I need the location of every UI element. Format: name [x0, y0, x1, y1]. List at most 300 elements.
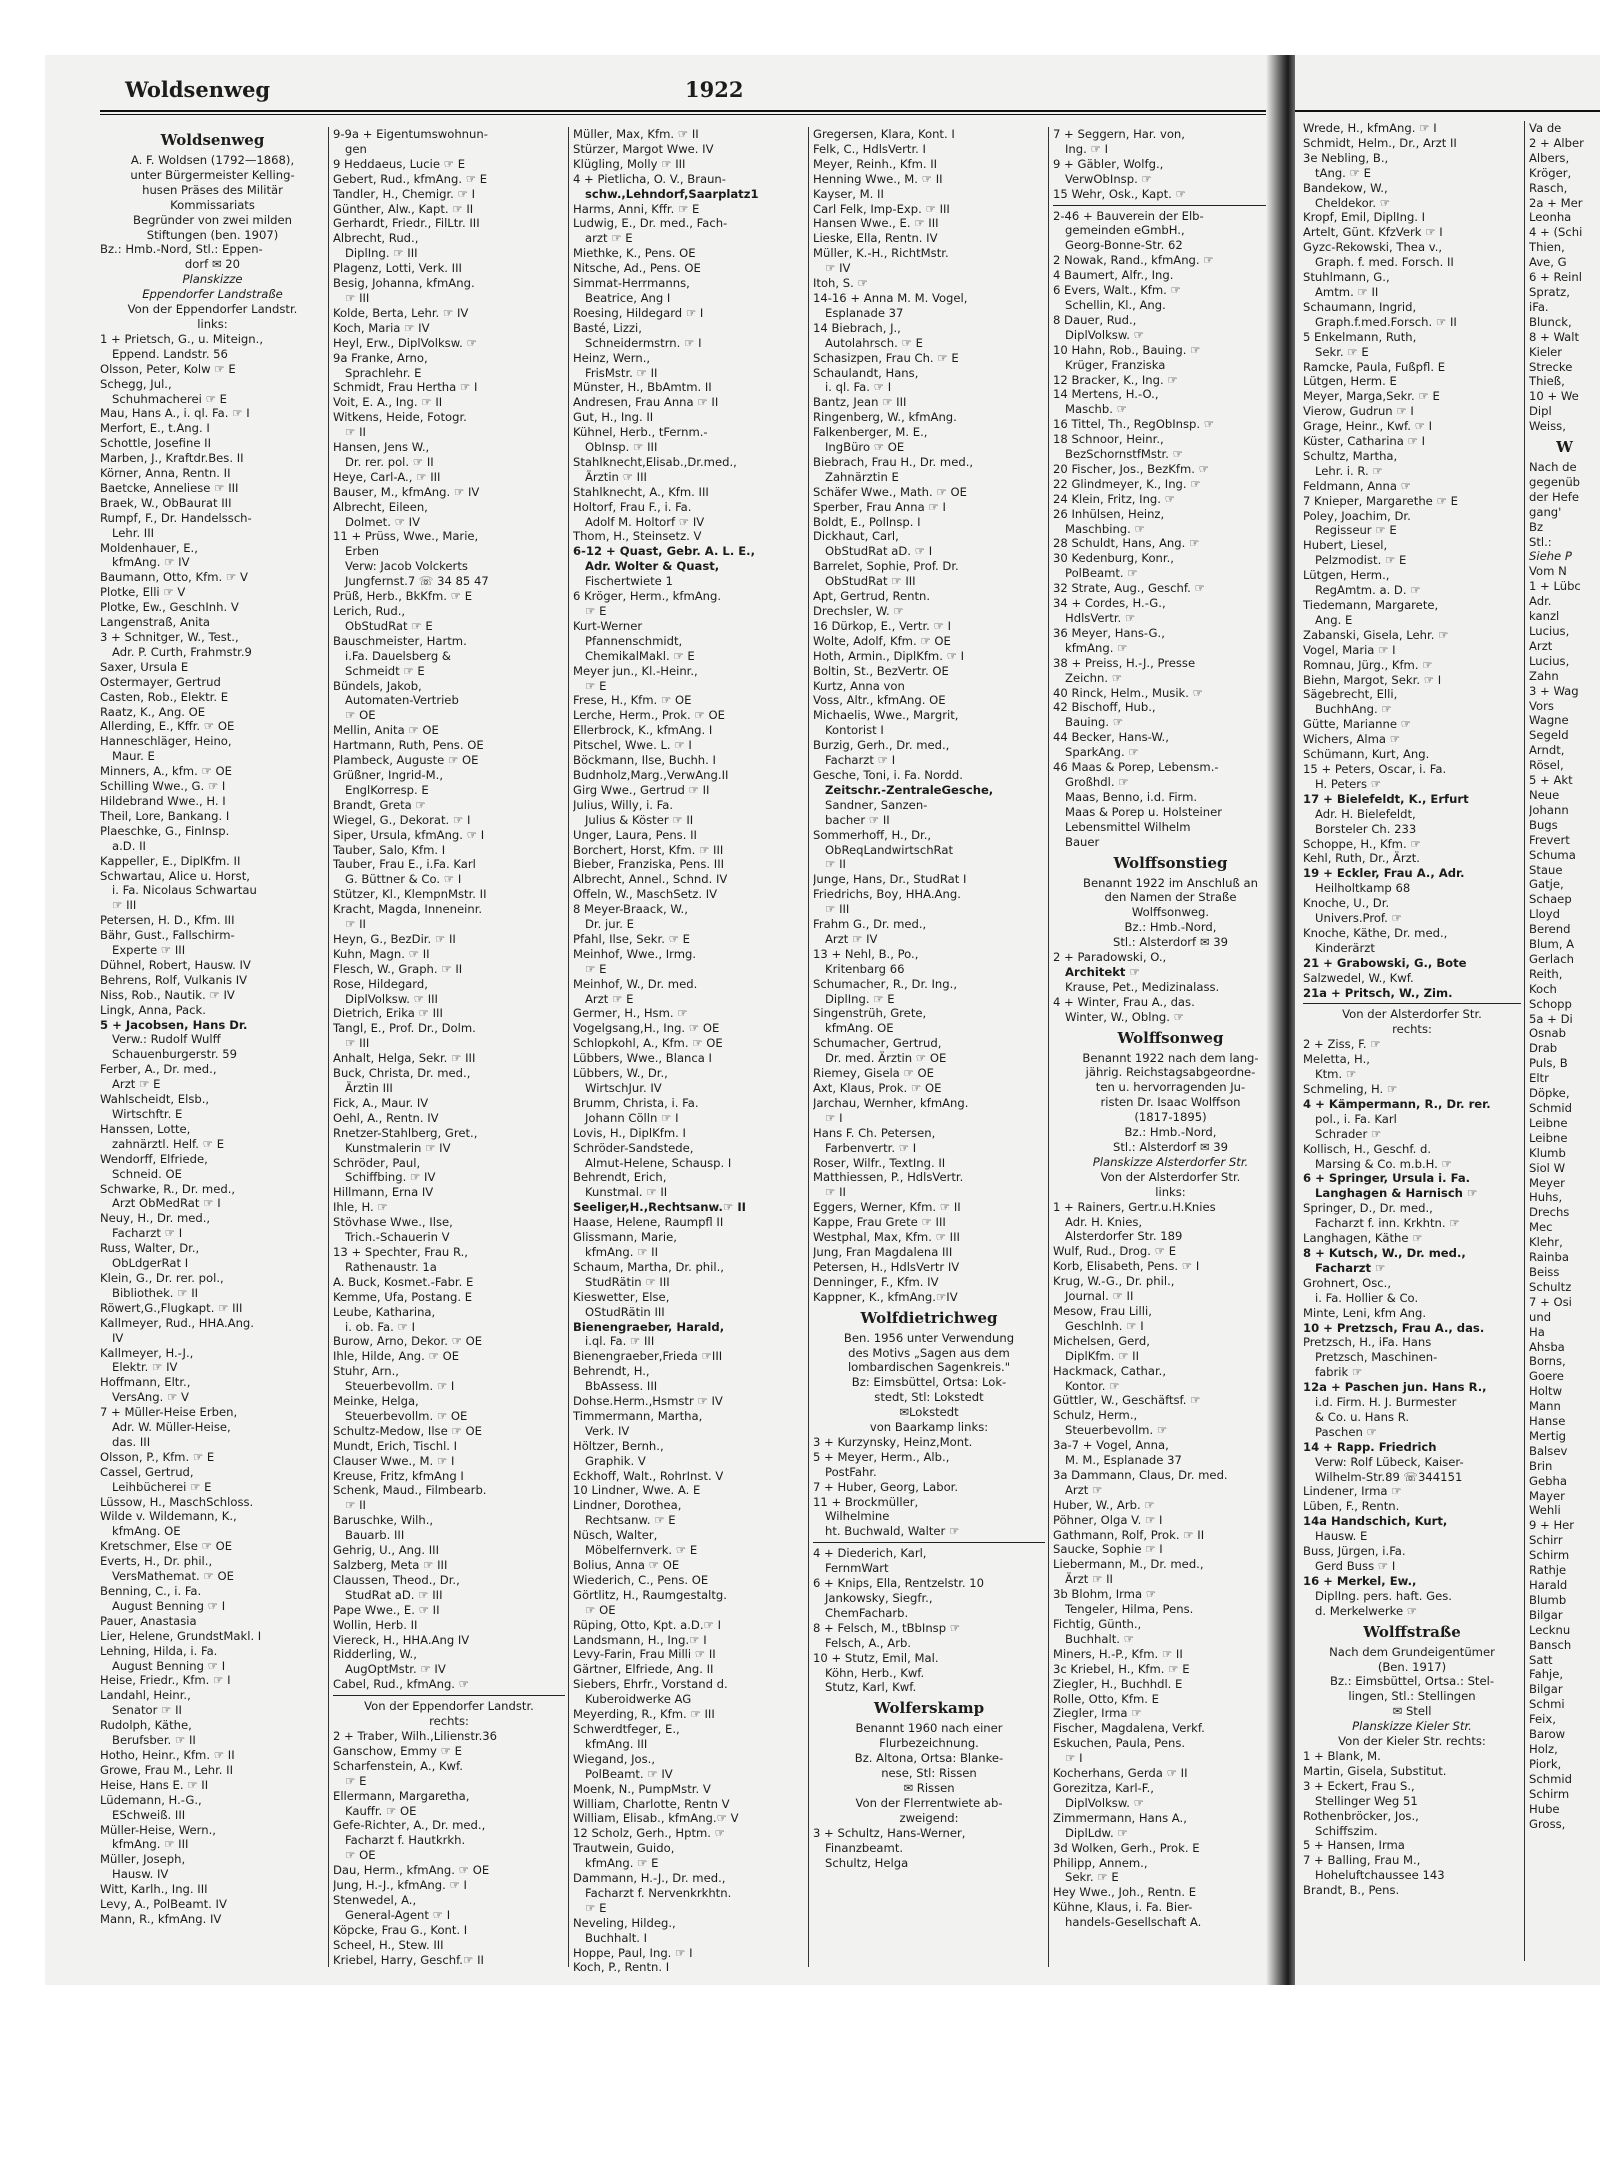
directory-entry-line: IngBüro ☞ OE [825, 440, 905, 455]
directory-entry-line: 46 Maas & Porep, Lebensm.- [1053, 760, 1219, 775]
directory-entry-line: 30 Kedenburg, Konr., [1053, 551, 1174, 566]
directory-entry-line: Elektr. ☞ IV [112, 1360, 178, 1375]
directory-entry-line: Bündels, Jakob, [333, 678, 422, 693]
directory-entry-line: Timmermann, Martha, [573, 1408, 703, 1423]
directory-entry-line: kfmAng. ☞ E [585, 1856, 659, 1871]
directory-entry-line: HdlsVertr. ☞ [1065, 611, 1136, 625]
directory-entry-line: 3b Blohm, Irma ☞ [1053, 1587, 1157, 1602]
directory-entry-line: kfmAng. ☞ III [112, 1837, 189, 1852]
directory-entry-line: ChemikalMakl. ☞ E [585, 648, 695, 663]
directory-entry-line: AugOptMstr. ☞ IV [345, 1662, 446, 1677]
page-header-street: Woldsenweg [125, 77, 271, 102]
directory-entry-line: Dr. med. Ärztin ☞ OE [825, 1051, 947, 1066]
directory-entry-line: Gerhardt, Friedr., FilLtr. III [333, 216, 480, 231]
directory-entry-line: 13 + Nehl, B., Po., [813, 946, 919, 961]
header-rule-thin [100, 114, 1290, 115]
directory-entry-line: Korb, Elisabeth, Pens. ☞ I [1053, 1259, 1200, 1274]
directory-entry-line: Schegg, Jul., [100, 376, 172, 391]
directory-entry-line: Schultz [1529, 1279, 1572, 1294]
directory-entry-line: Dr. rer. pol. ☞ II [345, 454, 434, 469]
directory-entry-line: (Ben. 1917) [1377, 1659, 1447, 1674]
directory-entry-line: Levy, A., PolBeamt. IV [100, 1897, 227, 1912]
directory-entry-line: 1 + Rainers, Gertr.u.H.Knies [1053, 1199, 1216, 1214]
directory-entry-line: Stl.: Alsterdorf ✉ 39 [1113, 935, 1228, 950]
directory-entry-line: ☞ III [112, 898, 137, 913]
directory-entry-line: Buck, Christa, Dr. med., [333, 1066, 471, 1081]
directory-entry-line: und [1529, 1309, 1552, 1324]
directory-entry-line: 3 + Eckert, Frau S., [1303, 1778, 1415, 1793]
directory-entry-line: Gesche, Toni, i. Fa. Nordd. [813, 767, 963, 782]
header-rule [100, 110, 1290, 112]
section-divider [1303, 1003, 1521, 1004]
directory-entry-line: ESchweiß. III [112, 1807, 186, 1822]
directory-entry-line: gang' [1529, 504, 1562, 519]
directory-entry-line: Schneidermstrn. ☞ I [585, 335, 702, 350]
directory-entry-line: Offeln, W., MaschSetz. IV [573, 887, 718, 902]
directory-entry-line: Kriebel, Harry, Geschf.☞ II [333, 1952, 484, 1967]
directory-entry-line: Bibliothek. ☞ II [112, 1285, 199, 1300]
directory-entry-line: Gerd Buss ☞ I [1315, 1559, 1396, 1573]
directory-entry-line: Claussen, Theod., Dr., [333, 1572, 460, 1587]
directory-entry-line: schw.,Lehndorf,Saarplatz1 [585, 186, 759, 201]
directory-entry-line: Bansch [1529, 1637, 1572, 1652]
directory-entry-line: Böckmann, Ilse, Buchh. I [573, 753, 716, 768]
directory-entry-line: Olsson, P., Kfm. ☞ E [100, 1449, 215, 1464]
directory-entry-line: 4 + Kämpermann, R., Dr. rer. [1303, 1096, 1491, 1111]
directory-entry-line: Adr. H. Bielefeldt, [1315, 806, 1416, 821]
directory-entry-line: Ave, G [1529, 255, 1567, 270]
directory-entry-line: Bz. Altona, Ortsa: Blanke- [854, 1751, 1004, 1766]
directory-entry-line: 16 Dürkop, E., Vertr. ☞ I [813, 618, 952, 633]
directory-entry-line: Kontorist I [825, 723, 884, 738]
directory-entry-line: Wolte, Adolf, Kfm. ☞ OE [813, 633, 951, 648]
directory-entry-line: Leube, Katharina, [333, 1304, 436, 1319]
directory-entry-line: Eckhoff, Walt., RohrInst. V [573, 1468, 724, 1483]
directory-entry-line: FernmWart [825, 1561, 889, 1576]
directory-entry-line: StudRätin ☞ III [585, 1274, 670, 1289]
directory-entry-line: 12 Scholz, Gerh., Hptm. ☞ [573, 1826, 726, 1841]
directory-entry-line: Ihle, H. ☞ [333, 1200, 388, 1215]
directory-entry-line: Thieß, [1529, 374, 1565, 389]
directory-entry-line: Scheel, H., Stew. III [333, 1937, 444, 1952]
directory-entry-line: d. Merkelwerke ☞ [1315, 1603, 1418, 1618]
directory-entry-line: DiplKfm. ☞ II [1065, 1348, 1139, 1363]
directory-entry-line: Schneid. OE [112, 1166, 182, 1181]
directory-entry-line: 13 + Spechter, Frau R., [333, 1244, 468, 1259]
directory-entry-line: Langhagen & Harnisch ☞ [1315, 1186, 1478, 1201]
directory-entry-line: Höltzer, Bernh., [573, 1438, 664, 1453]
directory-entry-line: Schultz, Martha, [1303, 448, 1398, 463]
directory-entry-line: Landahl, Heinr., [100, 1688, 191, 1703]
directory-entry-line: Adr. H. Knies, [1065, 1214, 1143, 1229]
directory-entry-line: DiplVolksw. ☞ III [345, 991, 438, 1006]
directory-entry-line: Lehr. III [112, 525, 155, 540]
directory-entry-line: Miethke, K., Pens. OE [573, 246, 696, 261]
directory-entry-line: Schmid [1529, 1771, 1572, 1786]
directory-entry-line: 3 + Schnitger, W., Test., [100, 630, 239, 644]
directory-entry-line: Hansen Wwe., E. ☞ III [813, 216, 939, 231]
directory-entry-line: Meyerding, R., Kfm. ☞ III [573, 1707, 715, 1722]
directory-entry-line: Schaulandt, Hans, [813, 365, 919, 380]
directory-entry-line: Kinderärzt [1315, 940, 1375, 955]
directory-entry-line: Segeld [1529, 728, 1569, 743]
directory-entry-line: 4 + Winter, Frau A., das. [1053, 994, 1195, 1009]
column-divider [1524, 121, 1525, 1961]
directory-entry-line: Drechsler, W. ☞ [813, 604, 904, 618]
directory-entry-line: Growe, Frau M., Lehr. II [100, 1762, 234, 1777]
directory-entry-line: Drab [1529, 1041, 1558, 1056]
directory-entry-line: Russ, Walter, Dr., [100, 1241, 200, 1256]
directory-entry-line: Stl.: Alsterdorf ✉ 39 [1113, 1140, 1228, 1154]
directory-entry-line: dorf ✉ 20 [184, 257, 241, 272]
directory-entry-line: Meyer [1529, 1175, 1565, 1190]
column-divider [568, 127, 569, 1967]
directory-entry-line: Sekr. ☞ E [1065, 1870, 1119, 1885]
directory-entry-line: Hube [1529, 1801, 1560, 1816]
directory-entry-line: Frese, H., Kfm. ☞ OE [573, 693, 692, 708]
directory-entry-line: Stövhase Wwe., Ilse, [333, 1215, 453, 1230]
directory-entry-line: Mann [1529, 1399, 1561, 1414]
directory-entry-line: Hanse [1529, 1414, 1566, 1429]
directory-entry-line: Sekr. ☞ E [1315, 344, 1369, 359]
directory-entry-line: Wahlscheidt, Elsb., [100, 1092, 210, 1107]
page-header-year: 1922 [685, 77, 744, 102]
directory-entry-line: Witkens, Heide, Fotogr. [333, 410, 467, 425]
directory-entry-line: Bz: Eimsbüttel, Ortsa: Lok- [851, 1375, 1007, 1390]
directory-entry-line: Tauber, Frau E., i.Fa. Karl [333, 857, 476, 872]
directory-entry-line: Sägebrecht, Elli, [1303, 687, 1398, 702]
directory-entry-line: Barow [1529, 1727, 1566, 1742]
directory-entry-line: Schwerdtfeger, E., [573, 1721, 680, 1736]
directory-entry-line: Maschb. ☞ [1065, 402, 1127, 417]
directory-entry-line: 18 Schnoor, Heinr., [1053, 432, 1164, 447]
directory-entry-line: Borns, [1529, 1354, 1566, 1369]
directory-entry-line: kfmAng. OE [112, 1524, 181, 1539]
directory-entry-line: Architekt ☞ [1065, 964, 1140, 979]
directory-entry-line: Lieske, Ella, Rentn. IV [813, 231, 938, 246]
directory-entry-line: Hanssen, Lotte, [100, 1121, 191, 1136]
directory-entry-line: Albers, [1529, 150, 1570, 165]
directory-entry-line: Wendorff, Elfriede, [100, 1151, 208, 1166]
directory-entry-line: Erben [345, 544, 379, 559]
directory-entry-line: Heyl, Erw., DiplVolksw. ☞ [333, 335, 477, 350]
directory-entry-line: 22 Glindmeyer, K., Ing. ☞ [1053, 476, 1201, 491]
directory-entry-line: Lüben, F., Rentn. [1303, 1499, 1400, 1514]
directory-entry-line: Pöhner, Olga V. ☞ I [1053, 1512, 1163, 1527]
directory-entry-line: Hey Wwe., Joh., Rentn. E [1053, 1885, 1197, 1900]
directory-entry-line: Langenstraß, Anita [100, 615, 211, 630]
directory-entry-line: Lindener, Irma ☞ [1303, 1484, 1402, 1499]
directory-entry-line: Schumacher, Gertrud, [813, 1036, 942, 1051]
directory-entry-line: Gütte, Marianne ☞ [1303, 717, 1412, 732]
directory-entry-line: 9 Heddaeus, Lucie ☞ E [333, 156, 466, 171]
directory-entry-line: Schuma [1529, 847, 1576, 862]
directory-entry-line: lombardischen Sagenkreis." [847, 1360, 1011, 1375]
directory-entry-line: 2 + Traber, Wilh.,Lilienstr.36 [333, 1728, 498, 1743]
directory-entry-line: Jarchau, Wernher, kfmAng. [813, 1095, 969, 1110]
directory-entry-line: Münster, H., BbAmtm. II [573, 380, 712, 395]
directory-entry-line: arzt ☞ E [585, 231, 633, 246]
directory-entry-line: Gathmann, Rolf, Prok. ☞ II [1053, 1527, 1205, 1542]
section-divider [333, 1695, 565, 1696]
directory-entry-line: Krug, W.-G., Dr. phil., [1053, 1274, 1175, 1289]
directory-entry-line: 15 Wehr, Osk., Kapt. ☞ [1053, 186, 1186, 201]
directory-entry-line: den Namen der Straße [1104, 890, 1237, 905]
directory-entry-line: Schenk, Maud., Filmbearb. [333, 1483, 487, 1498]
directory-entry-line: Gut, H., Ing. II [573, 410, 654, 425]
directory-entry-line: Petersen, H. D., Kfm. III [100, 913, 235, 928]
directory-entry-line: rechts: [1392, 1022, 1432, 1037]
directory-entry-line: Clauser Wwe., M. ☞ I [333, 1453, 455, 1468]
directory-entry-line: Hausw. E [1315, 1529, 1368, 1544]
directory-entry-line: Küster, Catharina ☞ I [1303, 434, 1426, 449]
directory-entry-line: 4 + (Schi [1529, 225, 1583, 240]
directory-entry-line: kfmAng. III [585, 1736, 648, 1751]
directory-entry-line: Klumb [1529, 1145, 1566, 1160]
directory-entry-line: Zahn [1529, 668, 1559, 683]
directory-entry-line: Biebrach, Frau H., Dr. med., [813, 454, 974, 469]
directory-entry-line: 7 + Huber, Georg, Labor. [813, 1479, 959, 1494]
directory-entry-line: Salzberg, Meta ☞ III [333, 1558, 448, 1572]
column-4 [813, 127, 1045, 1870]
directory-entry-line: Gebert, Rud., kfmAng. ☞ E [333, 171, 488, 186]
directory-entry-line: Lerche, Herm., Prok. ☞ OE [573, 708, 725, 723]
directory-entry-line: Heise, Friedr., Kfm. ☞ I [100, 1673, 231, 1688]
directory-entry-line: Von der Alsterdorfer Str. [1100, 1169, 1241, 1184]
directory-entry-line: Gatje, [1529, 877, 1564, 892]
directory-entry-line: VersAng. ☞ V [112, 1390, 189, 1405]
directory-entry-line: ☞ III [345, 1036, 370, 1051]
directory-entry-line: Graph. f. med. Forsch. II [1315, 255, 1454, 270]
directory-entry-line: Kallmeyer, Rud., HHA.Ang. [100, 1315, 254, 1330]
directory-entry-line: 9a Franke, Arno, [333, 350, 428, 365]
directory-entry-line: Großhdl. ☞ [1065, 774, 1129, 789]
directory-entry-line: Kühne, Klaus, i. Fa. Bier- [1053, 1900, 1193, 1915]
directory-entry-line: Rechtsanw. ☞ E [585, 1513, 676, 1528]
directory-entry-line: Adr. W. Müller-Heise, [112, 1420, 231, 1435]
directory-entry-line: Merfort, E., t.Ang. I [100, 421, 210, 436]
directory-entry-line: Wollin, Herb. II [333, 1617, 418, 1632]
directory-entry-line: Ärzt ☞ II [1065, 1572, 1113, 1587]
directory-entry-line: Möbelfernverk. ☞ E [585, 1543, 698, 1558]
directory-entry-line: ✉Lokstedt [899, 1405, 959, 1420]
directory-entry-line: Wulf, Rud., Drog. ☞ E [1053, 1244, 1177, 1259]
directory-entry-line: Kallmeyer, H.-J., [100, 1345, 194, 1360]
directory-entry-line: 6 + Springer, Ursula i. Fa. [1303, 1171, 1471, 1186]
directory-entry-line: Prüß, Herb., BkKfm. ☞ E [333, 589, 473, 604]
directory-entry-line: Piork, [1529, 1756, 1562, 1771]
directory-entry-line: Langhagen, Käthe ☞ [1303, 1231, 1423, 1246]
directory-entry-line: Schmidt, Frau Hertha ☞ I [333, 380, 478, 395]
directory-entry-line: Goere [1529, 1369, 1564, 1384]
directory-entry-line: Wiederich, C., Pens. OE [573, 1572, 709, 1587]
directory-entry-line: Meyer, Reinh., Kfm. II [813, 156, 938, 171]
directory-entry-line: DiplLdw. ☞ [1065, 1825, 1128, 1840]
directory-entry-line: Dammann, H.-J., Dr. med., [573, 1871, 726, 1886]
directory-entry-line: 3a Dammann, Claus, Dr. med. [1053, 1467, 1228, 1482]
directory-entry-line: Sperber, Frau Anna ☞ I [813, 499, 946, 514]
directory-entry-line: PolBeamt. ☞ IV [585, 1766, 673, 1781]
directory-entry-line: Ferber, A., Dr. med., [100, 1062, 217, 1077]
directory-entry-line: 6 Evers, Walt., Kfm. ☞ [1053, 283, 1181, 298]
directory-entry-line: Thom, H., Steinsetz. V [573, 529, 702, 544]
directory-entry-line: Baumann, Otto, Kfm. ☞ V [100, 570, 248, 585]
directory-entry-line: Boldt, E., Pollnsp. I [813, 514, 921, 529]
directory-entry-line: Junge, Hans, Dr., StudRat I [813, 872, 967, 887]
directory-entry-line: 5 + Hansen, Irma [1303, 1838, 1405, 1853]
directory-entry-line: 5a + Di [1529, 1011, 1573, 1026]
directory-entry-line: Tauber, Salo, Kfm. I [333, 842, 446, 857]
section-divider [813, 1542, 1045, 1543]
directory-entry-line: Ihle, Hilde, Ang. ☞ OE [333, 1349, 460, 1364]
directory-entry-line: 3 + Schultz, Hans-Werner, [813, 1825, 966, 1840]
directory-entry-line: Budnholz,Marg.,VerwAng.II [573, 767, 729, 782]
directory-entry-line: H. Peters ☞ [1315, 776, 1382, 791]
directory-entry-line: Michaelis, Wwe., Margrit, [813, 708, 959, 723]
directory-entry-line: das. III [112, 1434, 151, 1449]
directory-entry-line: Krüger, Franziska [1065, 357, 1166, 372]
directory-entry-line: Germer, H., Hsm. ☞ [573, 1006, 688, 1021]
directory-entry-line: Andresen, Frau Anna ☞ II [573, 395, 719, 410]
directory-entry-line: 5 + Meyer, Herm., Alb., [813, 1449, 950, 1464]
directory-entry-line: Ing. ☞ I [1065, 141, 1108, 156]
street-heading: Wolffsonweg [1117, 1028, 1224, 1047]
directory-entry-line: a.D. II [112, 838, 146, 853]
directory-entry-line: Koch [1529, 981, 1557, 996]
directory-entry-line: Bz.: Eimsbüttel, Ortsa.: Stel- [1329, 1674, 1495, 1689]
directory-entry-line: Hanneschläger, Heino, [100, 734, 232, 749]
directory-entry-line: Schiffbing. ☞ IV [345, 1170, 436, 1185]
directory-entry-line: Staue [1529, 862, 1563, 877]
directory-entry-line: Henning Wwe., M. ☞ II [813, 171, 943, 186]
directory-entry-line: Vogelgsang,H., Ing. ☞ OE [573, 1021, 720, 1036]
directory-entry-line: Martin, Gisela, Substitut. [1303, 1763, 1447, 1778]
directory-entry-line: Schasizpen, Frau Ch. ☞ E [813, 350, 959, 365]
directory-entry-line: Kracht, Magda, Inneneinr. [333, 902, 483, 917]
directory-entry-line: Meinhof, W., Dr. med. [573, 976, 698, 991]
directory-entry-line: Seeliger,H.,Rechtsanw.☞ II [573, 1200, 746, 1215]
bottom-margin [45, 1985, 1600, 2177]
street-heading: Wolfdietrichweg [860, 1308, 998, 1327]
directory-entry-line: Schröder, Paul, [333, 1155, 421, 1170]
directory-entry-line: 5 Enkelmann, Ruth, [1303, 329, 1417, 344]
directory-entry-line: Planskizze [182, 272, 243, 287]
directory-entry-line: Matthiessen, P., HdlsVertr. [813, 1170, 964, 1185]
directory-entry-line: 3 + Kurzynsky, Heinz,Mont. [813, 1434, 973, 1449]
directory-entry-line: Behrendt, H., [573, 1364, 650, 1379]
directory-entry-line: Meyer jun., Kl.-Heinr., [573, 663, 698, 678]
directory-entry-line: ☞ E [585, 678, 607, 693]
directory-entry-line: Grüßner, Ingrid-M., [333, 767, 444, 782]
directory-entry-line: Wolffsonweg. [1131, 905, 1210, 920]
directory-entry-line: Hausw. IV [112, 1867, 169, 1882]
directory-entry-line: Heye, Carl-A., ☞ III [333, 469, 441, 484]
directory-entry-line: gegenüb [1529, 474, 1581, 489]
directory-entry-line: Roesing, Hildegard ☞ I [573, 305, 704, 320]
directory-entry-line: Stellinger Weg 51 [1315, 1793, 1418, 1808]
directory-entry-line: Verw.: Rudolf Wulff [112, 1032, 221, 1047]
directory-entry-line: Bugs [1529, 817, 1558, 832]
directory-entry-line: 19 + Eckler, Frau A., Adr. [1303, 866, 1465, 881]
directory-entry-line: Wehli [1529, 1503, 1561, 1518]
directory-entry-line: 36 Meyer, Hans-G., [1053, 625, 1165, 640]
directory-entry-line: Springer, D., Dr. med., [1303, 1201, 1433, 1216]
directory-entry-line: 8 + Walt [1529, 329, 1580, 344]
directory-entry-line: Besig, Johanna, kfmAng. [333, 276, 475, 291]
directory-entry-line: DiplIng. ☞ E [825, 991, 895, 1006]
directory-entry-line: 7 + Osi [1529, 1294, 1572, 1309]
directory-entry-line: Burow, Arno, Dekor. ☞ OE [333, 1334, 483, 1349]
directory-entry-line: Buchhalt. I [585, 1930, 648, 1945]
directory-entry-line: Wilde v. Wildemann, K., [100, 1509, 237, 1524]
directory-entry-line: Mundt, Erich, Tischl. I [333, 1438, 458, 1453]
directory-entry-line: Gebha [1529, 1473, 1567, 1488]
directory-entry-line: DiplIng. ☞ III [345, 246, 418, 261]
directory-entry-line: Grohnert, Osc., [1303, 1275, 1392, 1290]
directory-entry-line: Autolahrsch. ☞ E [825, 335, 923, 350]
directory-entry-line: Ben. 1956 unter Verwendung [843, 1330, 1015, 1345]
directory-entry-line: Witt, Karlh., Ing. III [100, 1882, 208, 1897]
directory-entry-line: ObReqLandwirtschRat [825, 842, 954, 857]
directory-entry-line: kfmAng. ☞ II [585, 1244, 659, 1259]
directory-entry-line: Puls, B [1529, 1056, 1568, 1071]
directory-entry-line: Allerding, E., Kffr. ☞ OE [100, 719, 235, 734]
directory-entry-line: kfmAng. ☞ IV [112, 555, 190, 570]
directory-entry-line: nese, Stl: Rissen [881, 1766, 977, 1781]
directory-entry-line: fabrik ☞ [1315, 1365, 1363, 1380]
directory-entry-line: Denninger, F., Kfm. IV [813, 1274, 939, 1289]
directory-entry-line: Roser, Wilfr., TextIng. II [813, 1155, 946, 1170]
directory-entry-line: 8 Meyer-Braack, W., [573, 902, 688, 917]
directory-entry-line: Glissmann, Marie, [573, 1230, 677, 1245]
directory-entry-line: Westphal, Max, Kfm. ☞ III [813, 1230, 960, 1245]
directory-entry-line: Bz.: Hmb.-Nord, Stl.: Eppen- [100, 242, 263, 257]
directory-entry-line: Hillmann, Erna IV [333, 1185, 434, 1200]
directory-entry-line: Planskizze Kieler Str. [1352, 1719, 1472, 1734]
directory-entry-line: Dipl [1529, 404, 1552, 419]
directory-entry-line: Moldenhauer, E., [100, 540, 198, 555]
directory-entry-line: Bz.: Hmb.-Nord, [1124, 1125, 1217, 1140]
directory-entry-line: Heise, Hans E. ☞ II [100, 1777, 209, 1792]
directory-entry-line: Meinhof, Wwe., Irmg. [573, 946, 697, 961]
directory-entry-line: Bieber, Franziska, Pens. III [573, 857, 725, 872]
directory-entry-line: Müller, Max, Kfm. ☞ II [573, 127, 699, 141]
directory-entry-line: Frahm G., Dr. med., [813, 917, 927, 932]
directory-entry-line: 2 + Alber [1529, 135, 1584, 150]
directory-entry-line: 28 Schuldt, Hans, Ang. ☞ [1053, 536, 1200, 551]
directory-entry-line: Lehning, Hilda, i. Fa. [100, 1643, 218, 1658]
directory-entry-line: Vom N [1529, 564, 1567, 579]
directory-entry-line: Lier, Helene, GrundstMakl. I [100, 1628, 262, 1643]
directory-entry-line: ☞ II [825, 1185, 846, 1200]
directory-entry-line: Felsch, A., Arb. [825, 1635, 912, 1650]
directory-entry-line: Schauenburgerstr. 59 [112, 1047, 237, 1062]
directory-entry-line: Buss, Jürgen, i.Fa. [1303, 1544, 1406, 1559]
directory-entry-line: Schuhmacherei ☞ E [112, 391, 227, 406]
street-heading: Wolffsonstieg [1113, 853, 1228, 872]
directory-entry-line: Huhs, [1529, 1190, 1563, 1205]
column-2 [333, 127, 565, 1967]
directory-entry-line: Kreuse, Fritz, kfmAng I [333, 1468, 464, 1483]
directory-entry-line: OStudRätin III [585, 1304, 665, 1319]
directory-entry-line: Pauer, Anastasia [100, 1613, 197, 1628]
directory-entry-line: des Motivs „Sagen aus dem [848, 1345, 1010, 1360]
directory-entry-line: Jungfernst.7 ☏ 34 85 47 [345, 574, 489, 589]
left-page [45, 55, 1290, 1985]
directory-entry-line: Von der Alsterdorfer Str. [1342, 1007, 1482, 1022]
directory-entry-line: Köhn, Herb., Kwf. [825, 1665, 925, 1680]
directory-entry-line: 9-9a + Eigentumswohnun- [333, 127, 488, 141]
